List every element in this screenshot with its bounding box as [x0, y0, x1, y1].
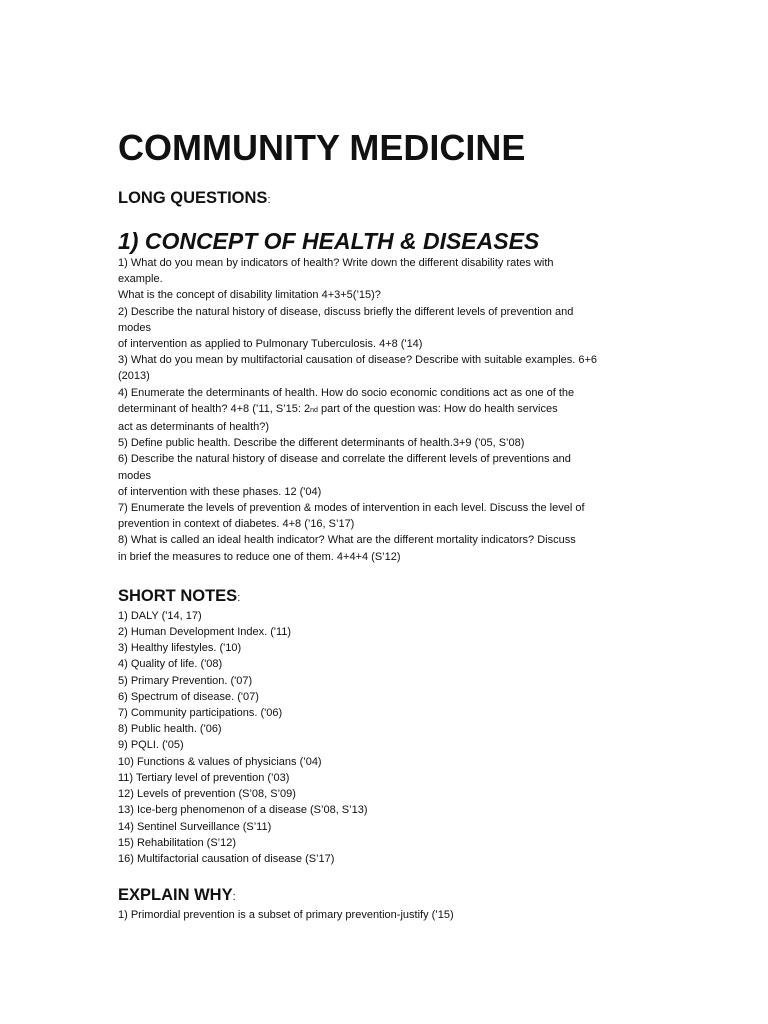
question-line: 3) What do you mean by multifactorial causation of disease? Describe with suitable examples. 6+6 [118, 354, 598, 367]
list-item: 3) Healthy lifestyles. ('10) [118, 642, 242, 655]
question-line: act as determinants of health?) [118, 421, 270, 434]
question-line: 8) What is called an ideal health indicator? What are the different mortality indicators? Discuss [118, 534, 576, 547]
short-notes-colon: : [237, 591, 241, 604]
question-line [118, 401, 638, 419]
list-item: 12) Levels of prevention (S’08, S’09) [118, 788, 296, 801]
list-item: 4) Quality of life. ('08) [118, 658, 223, 671]
question-line: of intervention with these phases. 12 ('04) [118, 485, 322, 498]
long-questions-heading [118, 188, 638, 210]
question-line-part: determinant of health? 4+8 (’11, S’15: 2 [118, 402, 311, 415]
explain-why-list [118, 907, 638, 923]
question-line: 7) Enumerate the levels of prevention & modes of intervention in each level. Discuss the level of [118, 502, 585, 515]
question-line: modes [118, 321, 152, 334]
list-item: 15) Rehabilitation (S’12) [118, 836, 237, 849]
question-line: 1) What do you mean by indicators of health? Write down the different disability rates with [118, 257, 554, 269]
list-item: 13) Ice-berg phenomenon of a disease (S’08, S’13) [118, 804, 368, 817]
question-line: 5) Define public health. Describe the different determinants of health.3+9 ('05, S’08) [118, 437, 525, 450]
explain-why-heading [118, 885, 638, 907]
list-item: 11) Tertiary level of prevention (’03) [118, 771, 290, 784]
list-item: 7) Community participations. ('06) [118, 707, 283, 720]
page-title: COMMUNITY MEDICINE [118, 127, 526, 168]
question-line: prevention in context of diabetes. 4+8 (’16, S’17) [118, 518, 355, 531]
question-line: 4) Enumerate the determinants of health. How do socio economic conditions act as one of the [118, 386, 575, 399]
list-item: 5) Primary Prevention. ('07) [118, 674, 253, 687]
short-notes-heading-text: SHORT NOTES [118, 586, 238, 605]
topic-heading: 1) CONCEPT OF HEALTH & DISEASES [118, 228, 540, 254]
short-notes-heading [118, 586, 638, 608]
list-item: 16) Multifactorial causation of disease (S’17) [118, 852, 335, 865]
question-line-part: part of the question was: How do health services [317, 402, 558, 415]
list-item: 6) Spectrum of disease. ('07) [118, 690, 259, 703]
question-line: in brief the measures to reduce one of them. 4+4+4 (S’12) [118, 550, 401, 563]
short-notes-list [118, 608, 638, 867]
question-line: What is the concept of disability limitation 4+3+5(’15)? [118, 289, 381, 302]
list-item: 10) Functions & values of physicians (’04) [118, 755, 322, 768]
question-line: (2013) [118, 370, 150, 383]
list-item: 1) Primordial prevention is a subset of primary prevention-justify (’15) [118, 909, 454, 922]
list-item: 14) Sentinel Surveillance (S’11) [118, 820, 272, 833]
list-item: 2) Human Development Index. ('11) [118, 626, 292, 639]
question-line: modes [118, 469, 152, 482]
ordinal-suffix: nd [310, 406, 318, 414]
document-page [118, 126, 638, 923]
question-line: 6) Describe the natural history of disease and correlate the different levels of preventions and [118, 453, 571, 466]
long-questions-colon: : [267, 194, 271, 206]
question-line: example. [118, 273, 163, 286]
question-line: of intervention as applied to Pulmonary Tuberculosis. 4+8 ('14) [118, 338, 423, 351]
long-questions-heading-text: LONG QUESTIONS [118, 189, 268, 207]
list-item: 9) PQLI. ('05) [118, 739, 184, 752]
list-item: 8) Public health. ('06) [118, 723, 222, 736]
explain-why-heading-text: EXPLAIN WHY [118, 886, 233, 905]
list-item: 1) DALY ('14, 17) [118, 609, 202, 622]
question-line: 2) Describe the natural history of disease, discuss briefly the different levels of prevention and [118, 305, 574, 318]
long-questions-list [118, 255, 638, 565]
explain-why-colon: : [232, 891, 236, 904]
